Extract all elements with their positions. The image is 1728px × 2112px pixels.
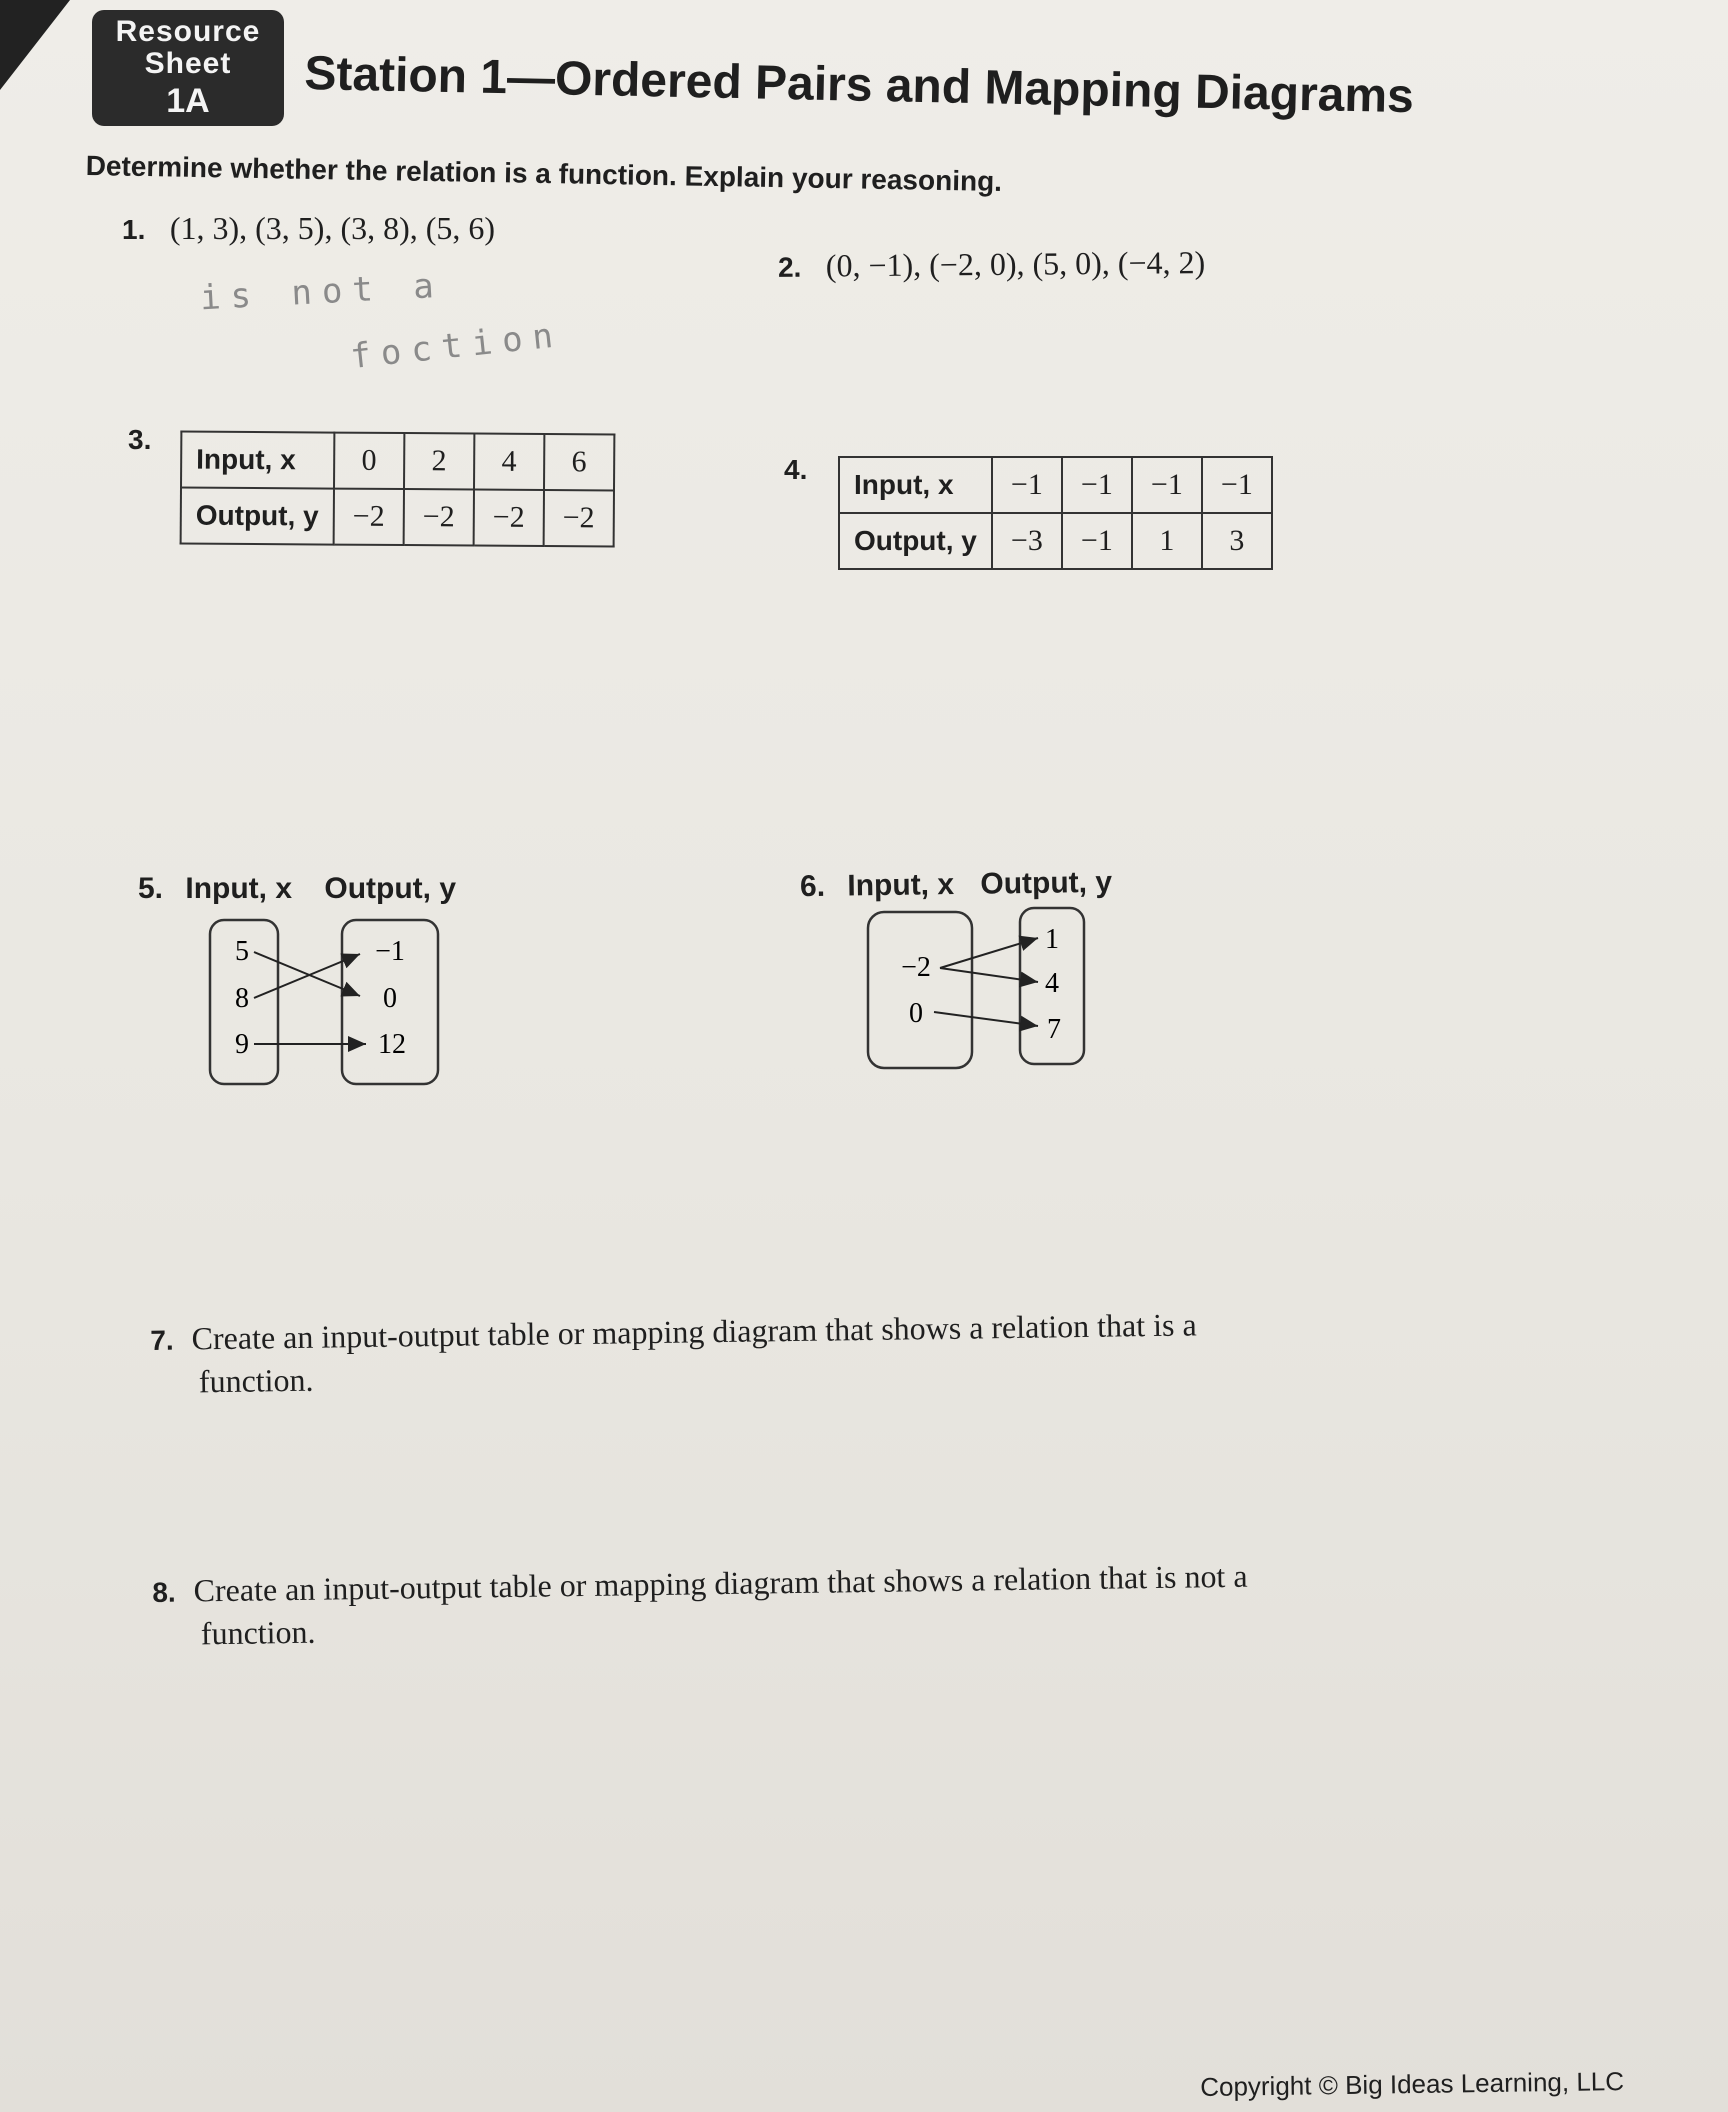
problem-8-line-2: function. — [200, 1613, 316, 1652]
input-value: 5 — [235, 936, 249, 967]
table-cell: −3 — [992, 513, 1062, 569]
badge-line-3: 1A — [166, 81, 210, 120]
mapping-arrow — [254, 952, 360, 996]
resource-sheet-badge — [92, 10, 284, 126]
input-label: Input, x — [839, 457, 992, 513]
mapping-arrow — [934, 1012, 1038, 1026]
problem-5-number: 5. — [138, 872, 164, 905]
table-cell: −1 — [1062, 457, 1132, 513]
problem-8 — [152, 1555, 1248, 1657]
problem-4-number: 4. — [784, 454, 808, 485]
table-cell: 3 — [1202, 513, 1272, 569]
table-cell: 1 — [1132, 513, 1202, 569]
problem-8-number: 8. — [152, 1576, 176, 1608]
input-value: 9 — [235, 1029, 249, 1060]
problem-6-header — [800, 866, 1112, 904]
problem-7 — [150, 1303, 1198, 1404]
problem-4-table — [838, 456, 1273, 570]
problem-6-number: 6. — [799, 869, 826, 904]
problem-3-output-row — [181, 487, 614, 546]
instructions: Determine whether the relation is a function. Explain your reasoning. — [85, 150, 1003, 197]
problem-6-input-header: Input, x — [847, 868, 955, 903]
table-cell: −1 — [1202, 457, 1272, 513]
problem-4-output-row — [839, 513, 1272, 569]
problem-2-pairs: (0, −1), (−2, 0), (5, 0), (−4, 2) — [825, 244, 1206, 284]
problem-1-number: 1. — [122, 214, 146, 245]
mapping-arrow — [940, 938, 1038, 968]
problem-3-input-row — [181, 431, 614, 490]
input-label: Input, x — [181, 431, 334, 488]
input-oval — [868, 912, 972, 1068]
problem-4-input-row — [839, 457, 1272, 513]
table-cell: −2 — [543, 490, 613, 546]
table-cell: 2 — [404, 433, 474, 489]
badge-line-2: Sheet — [144, 47, 232, 81]
problem-5-input-header: Input, x — [185, 872, 293, 905]
table-cell: 0 — [334, 433, 404, 489]
problem-6-mapping-diagram — [858, 900, 1098, 1075]
input-value: −2 — [901, 952, 931, 983]
problem-6-output-header: Output, y — [980, 865, 1113, 901]
problem-8-line-1: Create an input-output table or mapping diagram that shows a relation that is not a — [193, 1557, 1248, 1609]
table-cell: −1 — [1132, 457, 1202, 513]
table-cell: −1 — [992, 457, 1062, 513]
problem-7-number: 7. — [150, 1324, 174, 1356]
mapping-arrow — [254, 954, 360, 998]
copyright-footer: Copyright © Big Ideas Learning, LLC — [1200, 2066, 1625, 2102]
output-label: Output, y — [181, 487, 334, 544]
table-cell: −2 — [473, 490, 543, 546]
handwritten-answer-line-1: is not a — [199, 265, 445, 319]
output-value: 1 — [1045, 924, 1059, 955]
problem-1-pairs: (1, 3), (3, 5), (3, 8), (5, 6) — [169, 210, 496, 246]
page-corner-shadow — [0, 0, 70, 90]
output-label: Output, y — [839, 513, 992, 569]
output-value: 4 — [1045, 968, 1059, 999]
problem-2 — [778, 244, 1206, 285]
table-cell: −2 — [333, 489, 403, 545]
output-value: −1 — [375, 936, 405, 967]
table-cell: 6 — [544, 434, 614, 490]
table-cell: 4 — [474, 434, 544, 490]
problem-7-line-2: function. — [198, 1361, 314, 1400]
input-value: 0 — [909, 998, 923, 1029]
problem-7-line-1: Create an input-output table or mapping diagram that shows a relation that is a — [191, 1306, 1197, 1357]
problem-5-header — [138, 872, 456, 906]
badge-line-1: Resource — [115, 15, 261, 48]
input-value: 8 — [235, 983, 249, 1014]
output-value: 7 — [1047, 1014, 1061, 1045]
output-value: 0 — [383, 983, 397, 1014]
problem-5-mapping-diagram — [200, 910, 450, 1090]
problem-1 — [122, 210, 495, 247]
problem-2-number: 2. — [777, 251, 802, 283]
table-cell: −2 — [403, 489, 473, 545]
page-title: Station 1—Ordered Pairs and Mapping Diagrams — [303, 46, 1415, 124]
mapping-arrow — [940, 968, 1038, 982]
output-value: 12 — [378, 1029, 406, 1060]
table-cell: −1 — [1062, 513, 1132, 569]
problem-3-table — [180, 430, 616, 547]
problem-3-number: 3. — [128, 424, 152, 455]
handwritten-answer-line-2: foction — [348, 314, 565, 378]
problem-5-output-header: Output, y — [324, 872, 457, 905]
